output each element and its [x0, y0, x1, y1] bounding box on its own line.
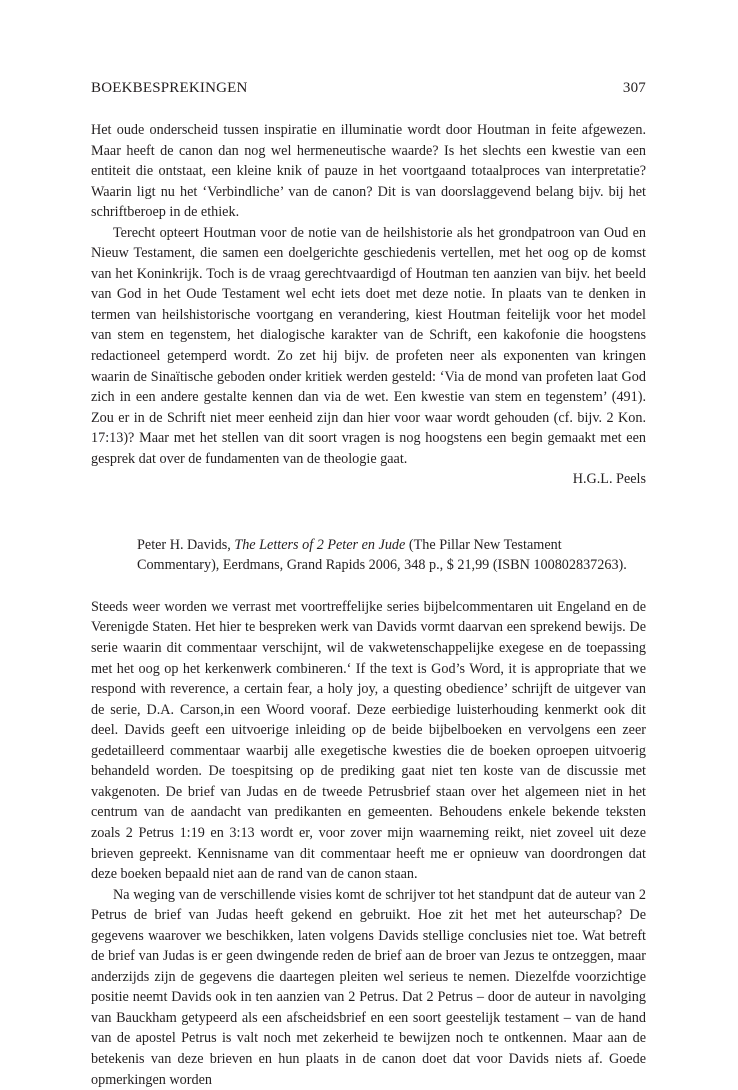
review-houtman [91, 120, 646, 490]
page [91, 80, 646, 1090]
citation-author: Peter H. Davids, [137, 536, 235, 553]
citation-title: The Letters of 2 Peter en Jude [234, 536, 406, 553]
page-number: 307 [622, 80, 646, 96]
paragraph: Het oude onderscheid tussen inspiratie en illuminatie wordt door Houtman in feite afgewezen. Maar heeft de canon dan nog wel hermeneutische waarde? Is het slechts een kwestie van een entiteit die ontstaat, een kleine knik of pauze in het voortgaand totaalproces van interpretatie? Waarin ligt nu het ‘Verbindliche’ van de canon? Dit is van doorslaggevend belang bijv. bij het schriftberoep in de ethiek. [91, 122, 646, 221]
section-title: BOEKBESPREKINGEN [91, 80, 248, 96]
running-header [91, 80, 646, 100]
review-davids [91, 597, 646, 1090]
paragraph: Steeds weer worden we verrast met voortreffelijke series bijbelcommentaren uit Engeland en de Verenigde Staten. Het hier te bespreken werk van Davids vormt daarvan een sprekend bewijs. De serie waarin dit commentaar verschijnt, wil de vakwetenschappelijke exegese en de toepassing met het oog op het kerkenwerk combineren.‘ If the text is God’s Word, it is appropriate that we respond with reverence, a certain fear, a holy joy, a questing obedience’ schrijft de uitgever van de serie, D.A. Carson,in een Woord vooraf. Deze eerbiedige luisterhouding kenmerkt ook dit deel. Davids geeft een uitvoerige inleiding op de beide bijbelboeken en vervolgens een zeer gedetailleerd commentaar waarbij alle exegetische kwesties die de boeken oproepen uitvoerig behandeld worden. De toespitsing op de prediking gaat niet ten koste van de discussie met vakgenoten. De brief van Judas en de tweede Petrusbrief staan over het algemeen niet in het centrum van de aandacht van predikanten en gemeenten. Behoudens enkele bekende teksten zoals 2 Petrus 1:19 en 3:13 wordt er, voor zover mijn waarneming reikt, niet zoveel uit deze brieven gepreekt. Kennisname van dit commentaar heeft me er opnieuw van doordrongen dat deze boeken bepaald niet aan de rand van de canon staan. [91, 598, 646, 883]
citation-details: (The Pillar New Testament Commentary), Eerdmans, Grand Rapids 2006, 348 p., $ 21,99 (ISBN 100802837263). [137, 536, 627, 574]
paragraph: Terecht opteert Houtman voor de notie van de heilshistorie als het grondpatroon van Oud en Nieuw Testament, die samen een doelgerichte geschiedenis vertellen, met het oog op de komst van het Koninkrijk. Toch is de vraag gerechtvaardigd of Houtman ten aanzien van bijv. het beeld van God in het Oude Testament wel echt iets doet met deze notie. In plaats van te denken in termen van heilshistorische voortgang en verandering, kiest Houtman feitelijk voor het model van stem en tegenstem, het dialogische karakter van de Schrift, een kakofonie die hoogstens redactioneel getemperd wordt. Zo zet hij bijv. de profeten neer als exponenten van kringen waarin de Sinaïtische geboden onder kritiek werden gesteld: ‘Via de mond van profeten laat God zich in een andere gestalte kennen dan via de wet. Een kwestie van stem en tegenstem’ (491). Zou er in de Schrift niet meer eenheid zijn dan hier voor waar wordt gehouden (cf. bijv. 2 Kon. 17:13)? Maar met het stellen van dit soort vragen is nog hoogstens een begin gemaakt met een gesprek dat over de fundamenten van de theologie gaat. [91, 224, 646, 467]
book-citation [137, 535, 646, 576]
reviewer-signature: H.G.L. Peels [572, 471, 646, 488]
paragraph: Na weging van de verschillende visies komt de schrijver tot het standpunt dat de auteur van 2 Petrus de brief van Judas heeft gekend en gebruikt. Hoe zit het met het auteurschap? De gegevens waarover we beschikken, laten volgens Davids stellige conclusies niet toe. Wat betreft de brief van Judas is er geen dwingende reden de brief aan de broer van Jezus te ontzeggen, maar anderzijds zijn de gegevens die daartegen pleiten wel serieus te nemen. Diezelfde voorzichtige positie neemt Davids ook in ten aanzien van 2 Petrus. Dat 2 Petrus – door de auteur in navolging van Bauckham getypeerd als een afscheidsbrief en een soort geestelijk testament – van de hand van de apostel Petrus is valt noch met zekerheid te bewijzen noch te ontkennen. Maar aan de betekenis van deze brieven en hun plaats in de canon doet dat voor Davids niets af. Goede opmerkingen worden [91, 886, 646, 1088]
